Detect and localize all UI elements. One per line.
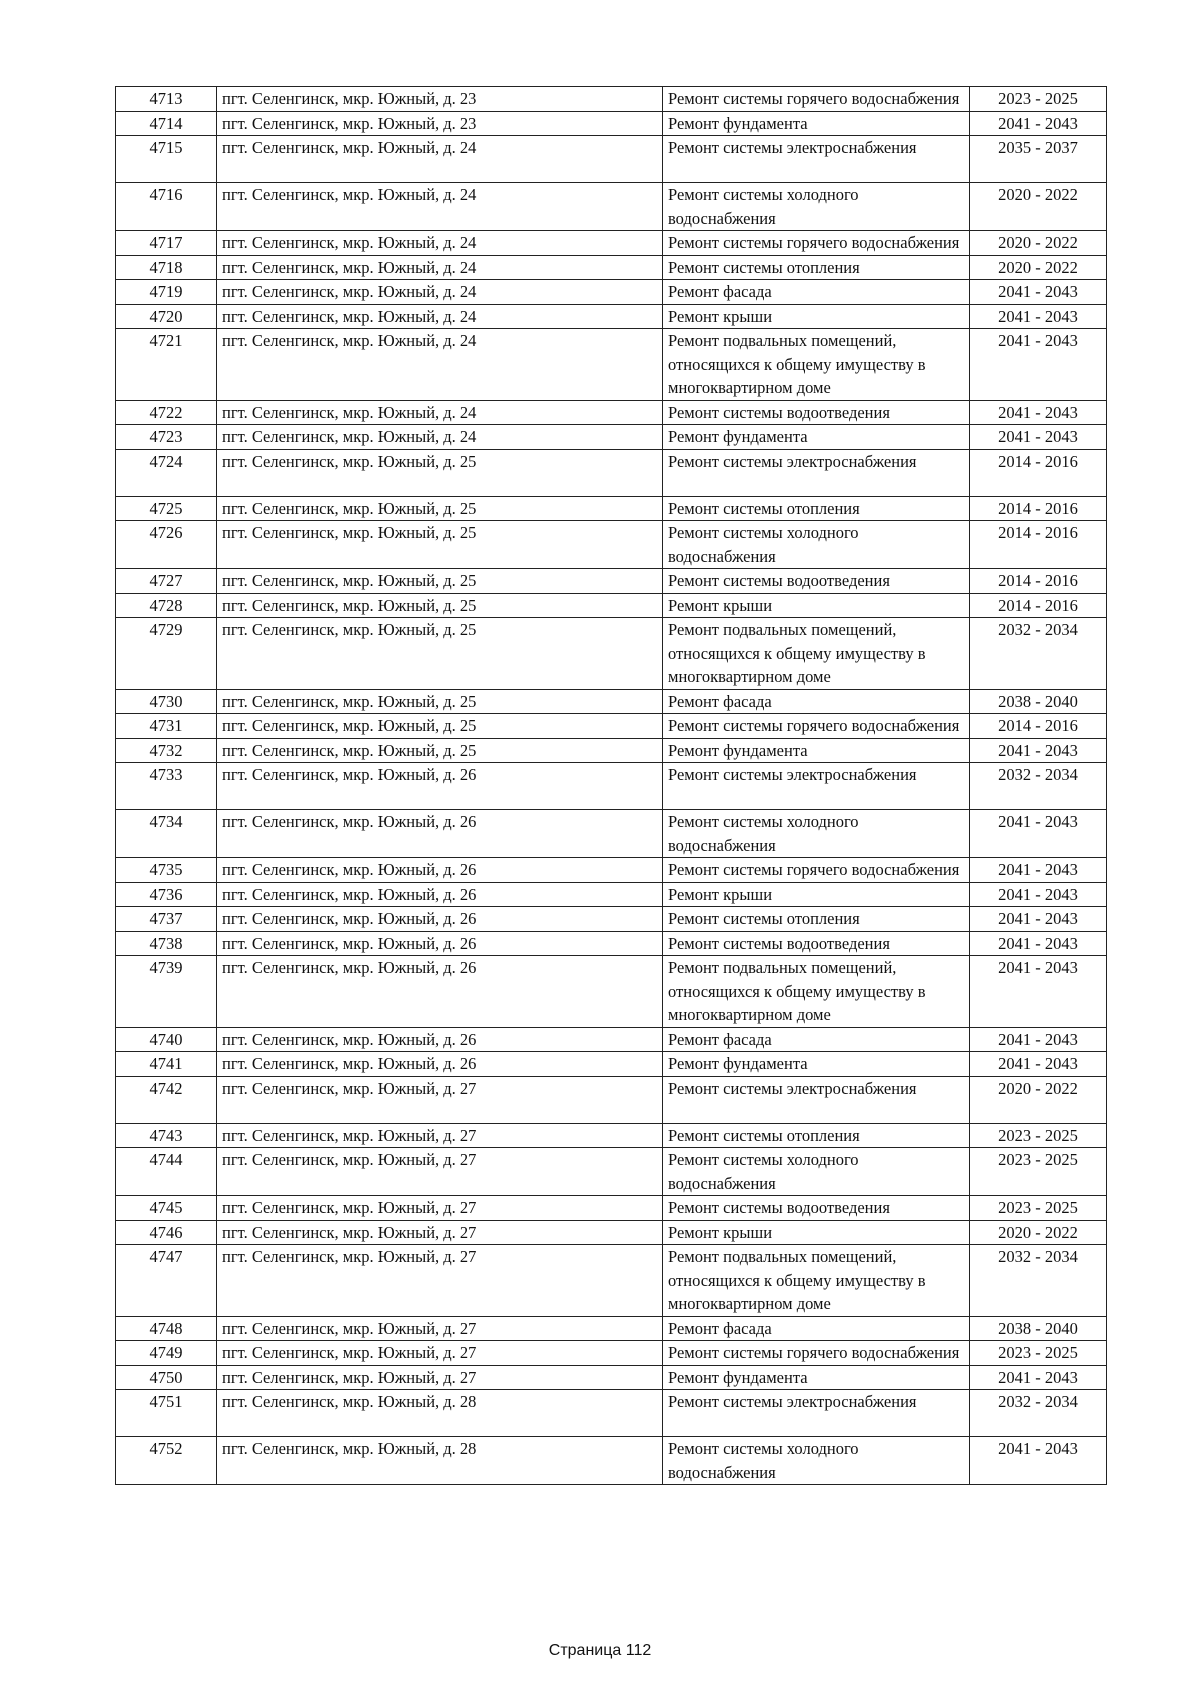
work-type-cell: Ремонт фундамента bbox=[663, 1052, 970, 1077]
table-row bbox=[116, 1123, 1107, 1148]
address-cell: пгт. Селенгинск, мкр. Южный, д. 27 bbox=[217, 1245, 663, 1317]
row-number-cell: 4741 bbox=[116, 1052, 217, 1077]
table-row bbox=[116, 763, 1107, 810]
period-cell: 2014 - 2016 bbox=[970, 496, 1107, 521]
period-cell: 2041 - 2043 bbox=[970, 1052, 1107, 1077]
table-row bbox=[116, 1316, 1107, 1341]
row-number-cell: 4744 bbox=[116, 1148, 217, 1196]
period-cell: 2041 - 2043 bbox=[970, 329, 1107, 401]
address-cell: пгт. Селенгинск, мкр. Южный, д. 25 bbox=[217, 569, 663, 594]
work-type-cell: Ремонт фасада bbox=[663, 689, 970, 714]
address-cell: пгт. Селенгинск, мкр. Южный, д. 24 bbox=[217, 329, 663, 401]
table-row bbox=[116, 931, 1107, 956]
table-row bbox=[116, 400, 1107, 425]
table-row bbox=[116, 1148, 1107, 1196]
address-cell: пгт. Селенгинск, мкр. Южный, д. 26 bbox=[217, 763, 663, 810]
period-cell: 2041 - 2043 bbox=[970, 1027, 1107, 1052]
table-row bbox=[116, 1076, 1107, 1123]
table-row bbox=[116, 689, 1107, 714]
table-row bbox=[116, 593, 1107, 618]
row-number-cell: 4749 bbox=[116, 1341, 217, 1366]
work-type-cell: Ремонт системы электроснабжения bbox=[663, 1076, 970, 1123]
period-cell: 2023 - 2025 bbox=[970, 1341, 1107, 1366]
row-number-cell: 4729 bbox=[116, 618, 217, 690]
period-cell: 2041 - 2043 bbox=[970, 111, 1107, 136]
table-row bbox=[116, 1245, 1107, 1317]
address-cell: пгт. Селенгинск, мкр. Южный, д. 27 bbox=[217, 1220, 663, 1245]
period-cell: 2041 - 2043 bbox=[970, 810, 1107, 858]
address-cell: пгт. Селенгинск, мкр. Южный, д. 25 bbox=[217, 689, 663, 714]
work-type-cell: Ремонт фундамента bbox=[663, 111, 970, 136]
period-cell: 2041 - 2043 bbox=[970, 738, 1107, 763]
work-type-cell: Ремонт подвальных помещений, относящихся к общему имуществу в многоквартирном доме bbox=[663, 956, 970, 1028]
address-cell: пгт. Селенгинск, мкр. Южный, д. 25 bbox=[217, 449, 663, 496]
period-cell: 2041 - 2043 bbox=[970, 956, 1107, 1028]
work-type-cell: Ремонт крыши bbox=[663, 1220, 970, 1245]
table-row bbox=[116, 496, 1107, 521]
address-cell: пгт. Селенгинск, мкр. Южный, д. 27 bbox=[217, 1341, 663, 1366]
work-type-cell: Ремонт крыши bbox=[663, 304, 970, 329]
row-number-cell: 4717 bbox=[116, 231, 217, 256]
address-cell: пгт. Селенгинск, мкр. Южный, д. 26 bbox=[217, 956, 663, 1028]
page-number: Страница 112 bbox=[548, 1642, 652, 1659]
address-cell: пгт. Селенгинск, мкр. Южный, д. 26 bbox=[217, 858, 663, 883]
row-number-cell: 4727 bbox=[116, 569, 217, 594]
row-number-cell: 4745 bbox=[116, 1196, 217, 1221]
table-row bbox=[116, 1365, 1107, 1390]
row-number-cell: 4733 bbox=[116, 763, 217, 810]
address-cell: пгт. Селенгинск, мкр. Южный, д. 23 bbox=[217, 87, 663, 112]
row-number-cell: 4722 bbox=[116, 400, 217, 425]
address-cell: пгт. Селенгинск, мкр. Южный, д. 28 bbox=[217, 1437, 663, 1485]
row-number-cell: 4715 bbox=[116, 136, 217, 183]
table-row bbox=[116, 449, 1107, 496]
row-number-cell: 4739 bbox=[116, 956, 217, 1028]
period-cell: 2014 - 2016 bbox=[970, 569, 1107, 594]
row-number-cell: 4743 bbox=[116, 1123, 217, 1148]
work-type-cell: Ремонт системы отопления bbox=[663, 1123, 970, 1148]
work-type-cell: Ремонт системы холодного водоснабжения bbox=[663, 1148, 970, 1196]
work-type-cell: Ремонт системы горячего водоснабжения bbox=[663, 714, 970, 739]
work-type-cell: Ремонт системы горячего водоснабжения bbox=[663, 1341, 970, 1366]
address-cell: пгт. Селенгинск, мкр. Южный, д. 26 bbox=[217, 882, 663, 907]
row-number-cell: 4750 bbox=[116, 1365, 217, 1390]
address-cell: пгт. Селенгинск, мкр. Южный, д. 24 bbox=[217, 304, 663, 329]
row-number-cell: 4719 bbox=[116, 280, 217, 305]
row-number-cell: 4742 bbox=[116, 1076, 217, 1123]
table-row bbox=[116, 810, 1107, 858]
address-cell: пгт. Селенгинск, мкр. Южный, д. 27 bbox=[217, 1148, 663, 1196]
work-type-cell: Ремонт фундамента bbox=[663, 738, 970, 763]
period-cell: 2032 - 2034 bbox=[970, 1390, 1107, 1437]
work-type-cell: Ремонт фасада bbox=[663, 1027, 970, 1052]
row-number-cell: 4734 bbox=[116, 810, 217, 858]
work-type-cell: Ремонт фундамента bbox=[663, 1365, 970, 1390]
table-row bbox=[116, 329, 1107, 401]
period-cell: 2023 - 2025 bbox=[970, 1148, 1107, 1196]
work-type-cell: Ремонт системы холодного водоснабжения bbox=[663, 1437, 970, 1485]
row-number-cell: 4737 bbox=[116, 907, 217, 932]
period-cell: 2038 - 2040 bbox=[970, 1316, 1107, 1341]
work-type-cell: Ремонт системы отопления bbox=[663, 255, 970, 280]
table-row bbox=[116, 738, 1107, 763]
table-row bbox=[116, 858, 1107, 883]
period-cell: 2035 - 2037 bbox=[970, 136, 1107, 183]
table-row bbox=[116, 521, 1107, 569]
address-cell: пгт. Селенгинск, мкр. Южный, д. 24 bbox=[217, 425, 663, 450]
address-cell: пгт. Селенгинск, мкр. Южный, д. 24 bbox=[217, 136, 663, 183]
row-number-cell: 4726 bbox=[116, 521, 217, 569]
table-row bbox=[116, 1196, 1107, 1221]
period-cell: 2041 - 2043 bbox=[970, 907, 1107, 932]
row-number-cell: 4724 bbox=[116, 449, 217, 496]
repair-schedule-table bbox=[115, 86, 1107, 1485]
period-cell: 2014 - 2016 bbox=[970, 449, 1107, 496]
period-cell: 2014 - 2016 bbox=[970, 521, 1107, 569]
address-cell: пгт. Селенгинск, мкр. Южный, д. 25 bbox=[217, 738, 663, 763]
period-cell: 2038 - 2040 bbox=[970, 689, 1107, 714]
table-row bbox=[116, 882, 1107, 907]
address-cell: пгт. Селенгинск, мкр. Южный, д. 25 bbox=[217, 496, 663, 521]
address-cell: пгт. Селенгинск, мкр. Южный, д. 23 bbox=[217, 111, 663, 136]
row-number-cell: 4746 bbox=[116, 1220, 217, 1245]
work-type-cell: Ремонт системы электроснабжения bbox=[663, 763, 970, 810]
table-row bbox=[116, 280, 1107, 305]
period-cell: 2020 - 2022 bbox=[970, 255, 1107, 280]
address-cell: пгт. Селенгинск, мкр. Южный, д. 24 bbox=[217, 280, 663, 305]
work-type-cell: Ремонт системы электроснабжения bbox=[663, 449, 970, 496]
period-cell: 2023 - 2025 bbox=[970, 1196, 1107, 1221]
address-cell: пгт. Селенгинск, мкр. Южный, д. 27 bbox=[217, 1365, 663, 1390]
row-number-cell: 4725 bbox=[116, 496, 217, 521]
table-row bbox=[116, 1437, 1107, 1485]
row-number-cell: 4738 bbox=[116, 931, 217, 956]
work-type-cell: Ремонт фундамента bbox=[663, 425, 970, 450]
table-row bbox=[116, 136, 1107, 183]
table-row bbox=[116, 111, 1107, 136]
address-cell: пгт. Селенгинск, мкр. Южный, д. 26 bbox=[217, 907, 663, 932]
row-number-cell: 4752 bbox=[116, 1437, 217, 1485]
row-number-cell: 4721 bbox=[116, 329, 217, 401]
period-cell: 2041 - 2043 bbox=[970, 1365, 1107, 1390]
work-type-cell: Ремонт подвальных помещений, относящихся к общему имуществу в многоквартирном доме bbox=[663, 1245, 970, 1317]
period-cell: 2014 - 2016 bbox=[970, 714, 1107, 739]
row-number-cell: 4748 bbox=[116, 1316, 217, 1341]
period-cell: 2023 - 2025 bbox=[970, 87, 1107, 112]
period-cell: 2041 - 2043 bbox=[970, 304, 1107, 329]
work-type-cell: Ремонт системы горячего водоснабжения bbox=[663, 858, 970, 883]
period-cell: 2041 - 2043 bbox=[970, 400, 1107, 425]
address-cell: пгт. Селенгинск, мкр. Южный, д. 26 bbox=[217, 1027, 663, 1052]
row-number-cell: 4720 bbox=[116, 304, 217, 329]
table-body bbox=[116, 87, 1107, 1485]
period-cell: 2020 - 2022 bbox=[970, 183, 1107, 231]
address-cell: пгт. Селенгинск, мкр. Южный, д. 25 bbox=[217, 521, 663, 569]
work-type-cell: Ремонт крыши bbox=[663, 882, 970, 907]
table-row bbox=[116, 569, 1107, 594]
row-number-cell: 4723 bbox=[116, 425, 217, 450]
period-cell: 2023 - 2025 bbox=[970, 1123, 1107, 1148]
work-type-cell: Ремонт крыши bbox=[663, 593, 970, 618]
row-number-cell: 4716 bbox=[116, 183, 217, 231]
row-number-cell: 4728 bbox=[116, 593, 217, 618]
period-cell: 2041 - 2043 bbox=[970, 858, 1107, 883]
work-type-cell: Ремонт системы водоотведения bbox=[663, 400, 970, 425]
period-cell: 2041 - 2043 bbox=[970, 882, 1107, 907]
work-type-cell: Ремонт системы горячего водоснабжения bbox=[663, 87, 970, 112]
address-cell: пгт. Селенгинск, мкр. Южный, д. 26 bbox=[217, 931, 663, 956]
work-type-cell: Ремонт системы электроснабжения bbox=[663, 136, 970, 183]
work-type-cell: Ремонт системы электроснабжения bbox=[663, 1390, 970, 1437]
work-type-cell: Ремонт системы холодного водоснабжения bbox=[663, 183, 970, 231]
address-cell: пгт. Селенгинск, мкр. Южный, д. 24 bbox=[217, 255, 663, 280]
address-cell: пгт. Селенгинск, мкр. Южный, д. 25 bbox=[217, 593, 663, 618]
period-cell: 2041 - 2043 bbox=[970, 1437, 1107, 1485]
row-number-cell: 4714 bbox=[116, 111, 217, 136]
period-cell: 2014 - 2016 bbox=[970, 593, 1107, 618]
row-number-cell: 4736 bbox=[116, 882, 217, 907]
table-row bbox=[116, 183, 1107, 231]
table-row bbox=[116, 304, 1107, 329]
address-cell: пгт. Селенгинск, мкр. Южный, д. 26 bbox=[217, 810, 663, 858]
table-row bbox=[116, 1027, 1107, 1052]
table-row bbox=[116, 1390, 1107, 1437]
row-number-cell: 4747 bbox=[116, 1245, 217, 1317]
address-cell: пгт. Селенгинск, мкр. Южный, д. 26 bbox=[217, 1052, 663, 1077]
period-cell: 2032 - 2034 bbox=[970, 763, 1107, 810]
table-row bbox=[116, 255, 1107, 280]
table-row bbox=[116, 714, 1107, 739]
address-cell: пгт. Селенгинск, мкр. Южный, д. 28 bbox=[217, 1390, 663, 1437]
work-type-cell: Ремонт системы отопления bbox=[663, 496, 970, 521]
row-number-cell: 4730 bbox=[116, 689, 217, 714]
row-number-cell: 4713 bbox=[116, 87, 217, 112]
work-type-cell: Ремонт фасада bbox=[663, 280, 970, 305]
address-cell: пгт. Селенгинск, мкр. Южный, д. 24 bbox=[217, 400, 663, 425]
period-cell: 2032 - 2034 bbox=[970, 1245, 1107, 1317]
address-cell: пгт. Селенгинск, мкр. Южный, д. 24 bbox=[217, 183, 663, 231]
work-type-cell: Ремонт системы водоотведения bbox=[663, 1196, 970, 1221]
table-row bbox=[116, 87, 1107, 112]
period-cell: 2020 - 2022 bbox=[970, 231, 1107, 256]
row-number-cell: 4718 bbox=[116, 255, 217, 280]
work-type-cell: Ремонт подвальных помещений, относящихся к общему имуществу в многоквартирном доме bbox=[663, 329, 970, 401]
table-row bbox=[116, 1220, 1107, 1245]
table-row bbox=[116, 956, 1107, 1028]
address-cell: пгт. Селенгинск, мкр. Южный, д. 27 bbox=[217, 1123, 663, 1148]
period-cell: 2020 - 2022 bbox=[970, 1076, 1107, 1123]
work-type-cell: Ремонт фасада bbox=[663, 1316, 970, 1341]
table-row bbox=[116, 231, 1107, 256]
table-row bbox=[116, 1341, 1107, 1366]
period-cell: 2032 - 2034 bbox=[970, 618, 1107, 690]
work-type-cell: Ремонт системы холодного водоснабжения bbox=[663, 521, 970, 569]
address-cell: пгт. Селенгинск, мкр. Южный, д. 27 bbox=[217, 1196, 663, 1221]
period-cell: 2041 - 2043 bbox=[970, 425, 1107, 450]
address-cell: пгт. Селенгинск, мкр. Южный, д. 25 bbox=[217, 714, 663, 739]
row-number-cell: 4731 bbox=[116, 714, 217, 739]
address-cell: пгт. Селенгинск, мкр. Южный, д. 25 bbox=[217, 618, 663, 690]
table-row bbox=[116, 1052, 1107, 1077]
address-cell: пгт. Селенгинск, мкр. Южный, д. 27 bbox=[217, 1316, 663, 1341]
row-number-cell: 4740 bbox=[116, 1027, 217, 1052]
work-type-cell: Ремонт системы водоотведения bbox=[663, 569, 970, 594]
address-cell: пгт. Селенгинск, мкр. Южный, д. 27 bbox=[217, 1076, 663, 1123]
table-row bbox=[116, 907, 1107, 932]
row-number-cell: 4735 bbox=[116, 858, 217, 883]
work-type-cell: Ремонт системы холодного водоснабжения bbox=[663, 810, 970, 858]
work-type-cell: Ремонт системы горячего водоснабжения bbox=[663, 231, 970, 256]
table-row bbox=[116, 618, 1107, 690]
period-cell: 2041 - 2043 bbox=[970, 931, 1107, 956]
period-cell: 2041 - 2043 bbox=[970, 280, 1107, 305]
table-row bbox=[116, 425, 1107, 450]
work-type-cell: Ремонт системы отопления bbox=[663, 907, 970, 932]
work-type-cell: Ремонт системы водоотведения bbox=[663, 931, 970, 956]
row-number-cell: 4732 bbox=[116, 738, 217, 763]
address-cell: пгт. Селенгинск, мкр. Южный, д. 24 bbox=[217, 231, 663, 256]
period-cell: 2020 - 2022 bbox=[970, 1220, 1107, 1245]
row-number-cell: 4751 bbox=[116, 1390, 217, 1437]
work-type-cell: Ремонт подвальных помещений, относящихся к общему имуществу в многоквартирном доме bbox=[663, 618, 970, 690]
